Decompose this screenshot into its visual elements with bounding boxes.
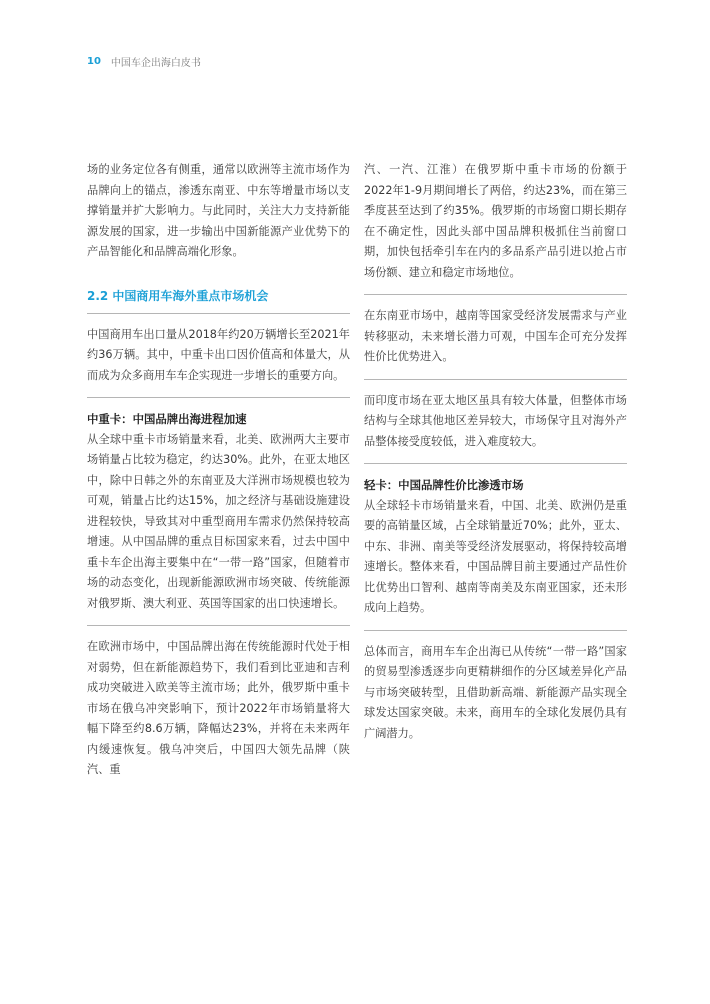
light-truck-subhead: 轻卡：中国品牌性价比渗透市场 [364, 478, 524, 492]
document-title: 中国车企出海白皮书 [110, 58, 201, 69]
divider [364, 630, 627, 631]
southeast-asia-paragraph: 在东南亚市场中，越南等国家受经济发展需求与产业转移驱动，未来增长潜力可观，中国车企可充分发挥性价比优势进入。 [364, 309, 627, 363]
divider [364, 294, 627, 295]
divider [364, 463, 627, 464]
summary-paragraph: 总体而言，商用车车企出海已从传统“一带一路”国家的贸易型渗透逐步向更精耕细作的分区域差异化产品与市场突破转型，且借助新高端、新能源产品实现全球发达国家突破。未来，商用车的全球化发展仍具有广阔潜力。 [364, 644, 627, 740]
divider [87, 625, 350, 626]
russia-paragraph: 汽、一汽、江淮）在俄罗斯中重卡市场的份额于2022年1-9月期间增长了两倍，约达23%，而在第三季度甚至达到了约35%。俄罗斯的市场窗口期长期存在不确定性，因此头部中国品牌积极抓住当前窗口期，加快包括牵引车在内的多品系产品引进以抢占市场份额、建立和稳定市场地位。 [364, 163, 627, 279]
page-number: 10 [87, 56, 101, 67]
right-column [364, 160, 627, 755]
europe-paragraph: 在欧洲市场中，中国品牌出海在传统能源时代处于相对弱势，但在新能源趋势下，我们看到比亚迪和吉利成功突破进入欧美等主流市场；此外，俄罗斯中重卡市场在俄乌冲突影响下，预计2022年市场销量将大幅下降至约8.6万辆，降幅达23%，并将在未来两年内缓速恢复。俄乌冲突后，中国四大领先品牌（陕汽、重 [87, 640, 350, 776]
intro-paragraph: 场的业务定位各有侧重，通常以欧洲等主流市场作为品牌向上的锚点，渗透东南亚、中东等增量市场以支撑销量并扩大影响力。与此同时，关注大力支持新能源发展的国家，进一步输出中国新能源产业优势下的产品智能化和品牌高端化形象。 [87, 163, 350, 258]
divider [87, 397, 350, 398]
section-paragraph: 中国商用车出口量从2018年约20万辆增长至2021年约36万辆。其中，中重卡出口因价值高和体量大，从而成为众多商用车车企实现进一步增长的重要方向。 [87, 327, 350, 382]
heavy-truck-subhead: 中重卡：中国品牌出海进程加速 [87, 412, 247, 426]
section-heading: 2.2 中国商用车海外重点市场机会 [87, 288, 269, 303]
page-header [87, 54, 201, 69]
divider [364, 379, 627, 380]
light-truck-paragraph: 从全球轻卡市场销量来看，中国、北美、欧洲仍是重要的高销量区域，占全球销量近70%；此外，亚太、中东、非洲、南美等受经济发展驱动，将保持较高增速增长。整体来看，中国品牌目前主要通过产品性价比优势出口智利、越南等南美及东南亚国家，还未形成向上趋势。 [364, 498, 627, 614]
left-column [87, 160, 350, 792]
heavy-truck-paragraph: 从全球中重卡市场销量来看，北美、欧洲两大主要市场销量占比较为稳定，约达30%。此外，在亚太地区中，除中日韩之外的东南亚及大洋洲市场规模也较为可观，销量占比约达15%，加之经济与基础设施建设进程较快，导致其对中重型商用车需求仍然保持较高增速。从中国品牌的重点目标国家来看，过去中国中重卡车企出海主要集中在“一带一路”国家，但随着市场的动态变化，出现新能源欧洲市场突破、传统能源对俄罗斯、澳大利亚、英国等国家的出口快速增长。 [87, 432, 350, 610]
divider [87, 313, 350, 314]
india-paragraph: 而印度市场在亚太地区虽具有较大体量，但整体市场结构与全球其他地区差异较大，市场保守且对海外产品整体接受度较低，进入难度较大。 [364, 393, 627, 448]
